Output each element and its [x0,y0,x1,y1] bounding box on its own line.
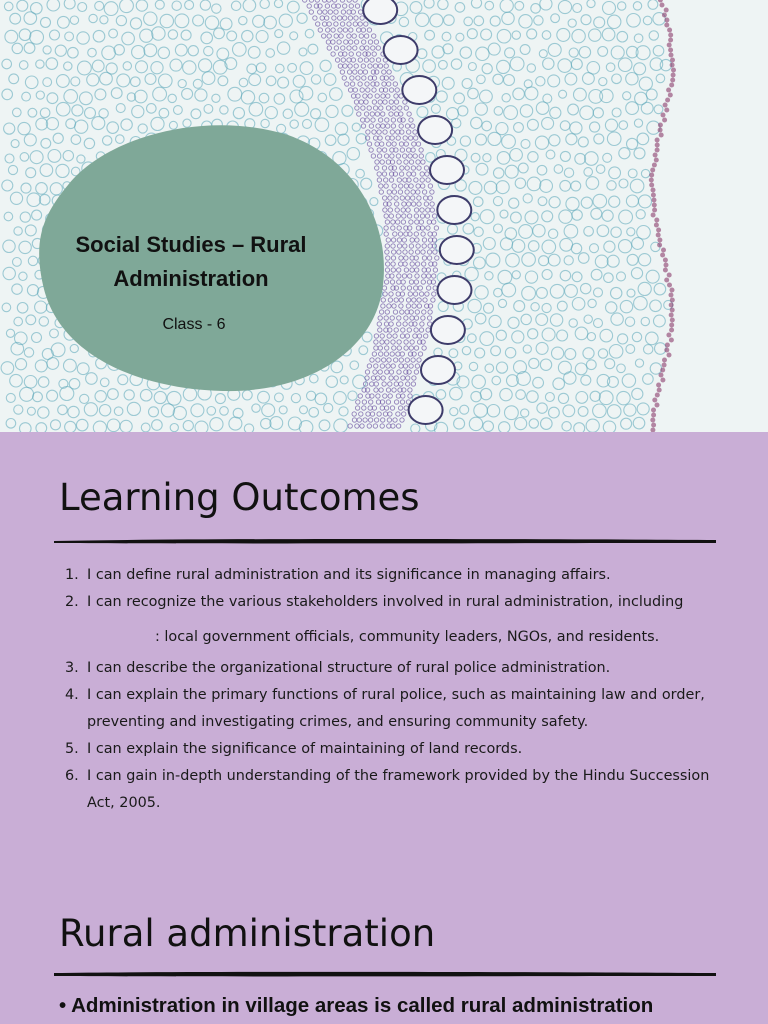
list-item: 4. I can explain the primary functions of rural police, such as maintaining law and order, preventing and investigating crimes, and ensuring community safety. [65,687,705,730]
title-slide [0,0,768,432]
slide-subtitle: Class - 6 [162,316,226,333]
rural-administration-heading: Rural administration [59,912,436,955]
bullet-point: • Administration in village areas is called rural administration [59,994,654,1017]
heading-underline [52,537,718,545]
heading-underline [52,970,718,978]
learning-outcomes-slide [0,432,768,872]
list-item: 1. I can define rural administration and its significance in managing affairs. [65,567,611,583]
list-item: 6. I can gain in-depth understanding of the framework provided by the Hindu Succession Act, 2005. [65,768,710,811]
learning-outcomes-list [60,562,740,817]
rural-administration-slide [0,872,768,1024]
slide-title: Social Studies – Rural Administration [75,232,307,291]
list-item: 2. I can recognize the various stakeholders involved in rural administration, including : local government officials, community leaders, NGOs, and residents. [65,594,684,645]
list-item: 5. I can explain the significance of maintaining of land records. [65,741,523,757]
learning-outcomes-heading: Learning Outcomes [59,476,420,519]
list-item: 3. I can describe the organizational structure of rural police administration. [65,660,611,676]
